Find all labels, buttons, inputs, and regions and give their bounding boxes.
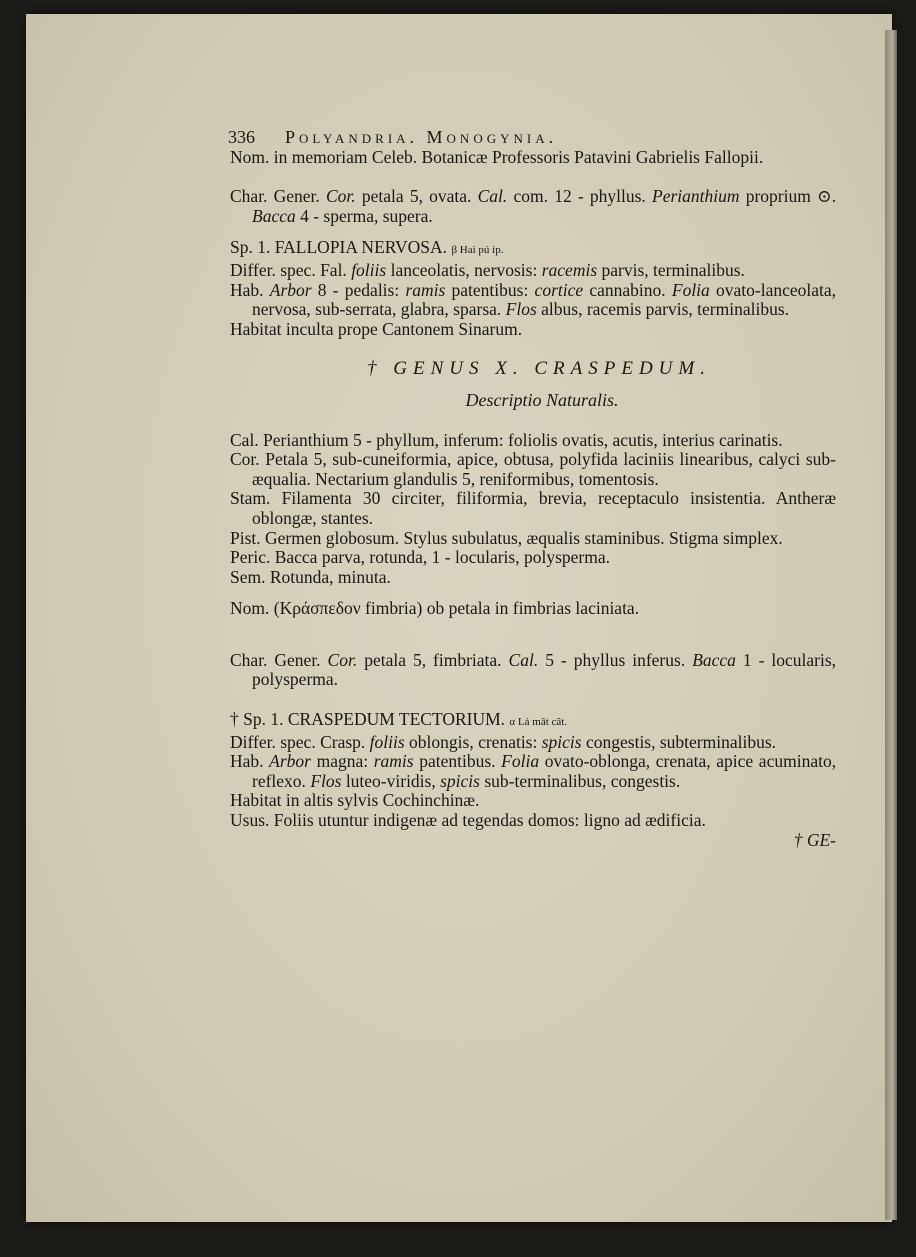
running-title: Polyandria. Monogynia. — [285, 127, 558, 147]
craspedum-char-gener: Char. Gener. Cor. petala 5, fimbriata. Cal. 5 - phyllus inferus. Bacca 1 - locularis, polysperma. — [230, 649, 837, 690]
descriptio-heading: Descriptio Naturalis. — [465, 389, 619, 410]
fallopia-habitat: Habitat inculta prope Cantonem Sinarum. — [230, 318, 523, 339]
fallopia-hab: Hab. Arbor 8 - pedalis: ramis patentibus: cortice cannabino. Folia ovato-lanceolata, nervosa, sub-serrata, glabra, sparsa. Flos albus, racemis parvis, terminalibus. — [230, 279, 837, 320]
page-text — [230, 128, 836, 850]
craspedum-usus: Usus. Foliis utuntur indigenæ ad tegendas domos: ligno ad ædificia. — [230, 810, 706, 831]
fallopia-species: Sp. 1. FALLOPIA NERVOSA. β Hai pú ip. — [230, 237, 504, 258]
genus-heading: † GENUS X. CRASPEDUM. — [367, 358, 711, 380]
craspedum-hab: Hab. Arbor magna: ramis patentibus. Folia ovato-oblonga, crenata, apice acuminato, reflexo. Flos luteo-viridis, spicis sub-terminalibus, congestis. — [230, 751, 837, 791]
craspedum-peric: Peric. Bacca parva, rotunda, 1 - locularis, polysperma. — [230, 547, 611, 568]
craspedum-cal: Cal. Perianthium 5 - phyllum, inferum: foliolis ovatis, acutis, interius carinatis. — [230, 429, 783, 450]
fallopia-char-gener: Char. Gener. Cor. petala 5, ovata. Cal. com. 12 - phyllus. Perianthium proprium ⊙. Bacca 4 - sperma, supera. — [230, 186, 837, 226]
craspedum-nom: Nom. (Κράσπεδον fimbria) ob petala in fimbrias laciniata. — [230, 598, 640, 619]
catchword: † GE- — [793, 829, 836, 850]
craspedum-cor: Cor. Petala 5, sub-cuneiformia, apice, obtusa, polyfida laciniis linearibus, calyci sub-æqualia. Nectarium glandulis 5, reniformibus, tomentosis. — [230, 449, 836, 489]
running-head — [228, 128, 836, 148]
craspedum-differ: Differ. spec. Crasp. foliis oblongis, crenatis: spicis congestis, subterminalibus. — [230, 731, 777, 752]
fallopia-nom: Nom. in memoriam Celeb. Botanicæ Professoris Patavini Gabrielis Fallopii. — [230, 146, 764, 167]
craspedum-species: † Sp. 1. CRASPEDUM TECTORIUM. α Lá mât cât. — [230, 709, 568, 730]
craspedum-habitat: Habitat in altis sylvis Cochinchinæ. — [230, 790, 480, 811]
fallopia-differ: Differ. spec. Fal. foliis lanceolatis, nervosis: racemis parvis, terminalibus. — [230, 259, 745, 280]
page-number: 336 — [228, 127, 255, 147]
craspedum-pist: Pist. Germen globosum. Stylus subulatus, æqualis staminibus. Stigma simplex. — [230, 527, 783, 548]
page-edge — [885, 30, 897, 1220]
craspedum-sem: Sem. Rotunda, minuta. — [230, 566, 391, 587]
craspedum-stam: Stam. Filamenta 30 circiter, filiformia, brevia, receptaculo insistentia. Antheræ oblongæ, stantes. — [230, 488, 836, 528]
